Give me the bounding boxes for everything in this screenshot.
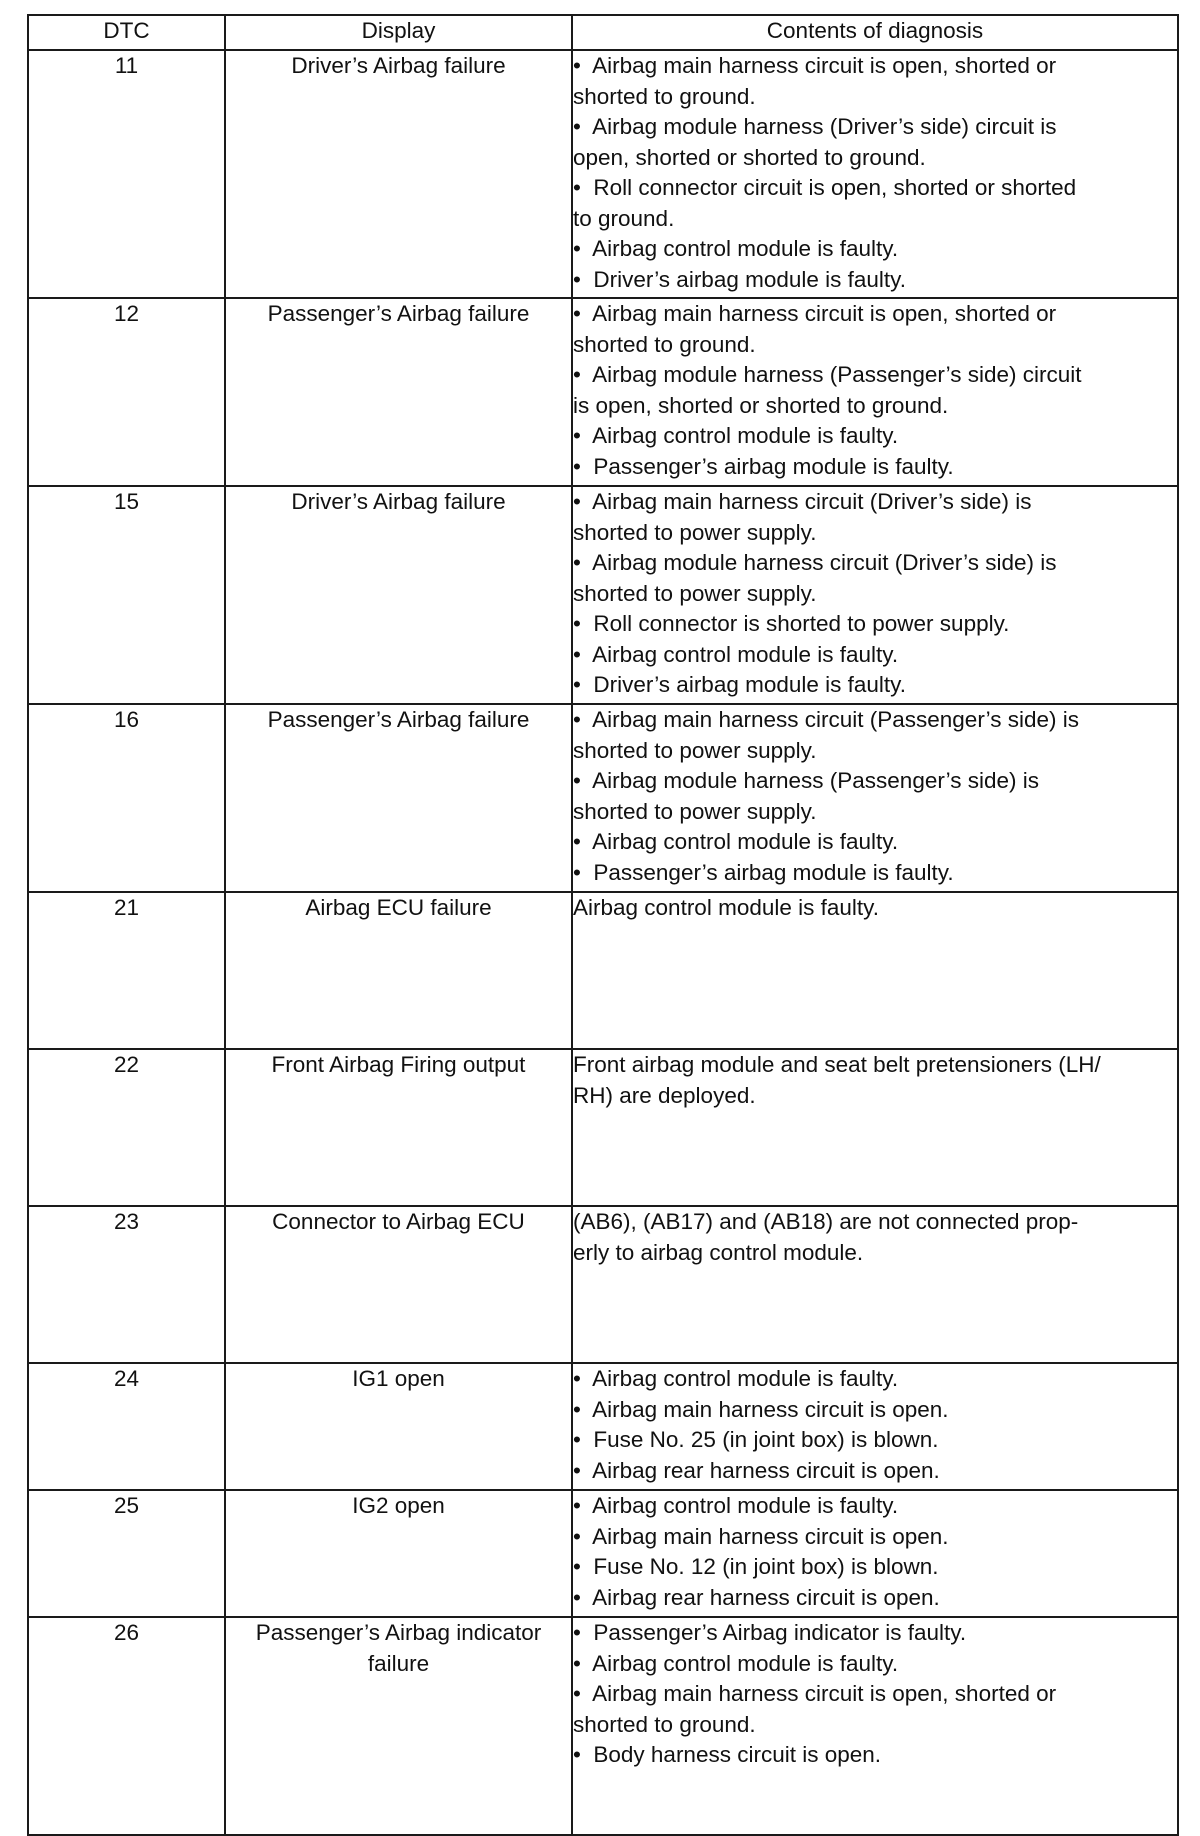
display-text: IG2 open <box>352 1493 445 1518</box>
dtc-code: 23 <box>28 1206 225 1363</box>
table-row <box>28 298 1178 486</box>
display-cell <box>225 1363 572 1490</box>
display-text: Connector to Airbag ECU <box>272 1209 525 1234</box>
display-text: Front Airbag Firing output <box>271 1052 526 1077</box>
diagnosis-line: • Airbag control module is faulty. <box>573 829 899 854</box>
dtc-code: 21 <box>28 892 225 1049</box>
table-row <box>28 704 1178 892</box>
diagnosis-line: • Airbag main harness circuit is open, shorted or <box>573 1681 1057 1706</box>
display-text: IG1 open <box>352 1366 445 1391</box>
header-display: Display <box>225 15 572 50</box>
display-cell <box>225 1206 572 1363</box>
diagnosis-line: • Airbag main harness circuit is open, shorted or <box>573 301 1057 326</box>
display-cell <box>225 1617 572 1835</box>
diagnosis-contents <box>572 298 1178 486</box>
diagnosis-contents <box>572 1490 1178 1617</box>
diagnosis-line: shorted to power supply. <box>573 580 817 606</box>
display-text: failure <box>367 1650 430 1676</box>
diagnosis-line: • Airbag module harness (Driver’s side) circuit is <box>573 114 1057 139</box>
diagnosis-line: • Airbag control module is faulty. <box>573 1366 899 1391</box>
dtc-code: 12 <box>28 298 225 486</box>
display-cell <box>225 298 572 486</box>
diagnosis-line: is open, shorted or shorted to ground. <box>573 392 949 418</box>
diagnosis-line: • Body harness circuit is open. <box>573 1742 882 1767</box>
dtc-code: 22 <box>28 1049 225 1206</box>
header-dtc: DTC <box>28 15 225 50</box>
table-header-row <box>28 15 1178 50</box>
dtc-table <box>27 14 1179 1836</box>
table-body <box>28 50 1178 1835</box>
diagnosis-line: • Passenger’s airbag module is faulty. <box>573 453 954 479</box>
diagnosis-line: RH) are deployed. <box>573 1082 756 1108</box>
diagnosis-contents <box>572 1617 1178 1835</box>
diagnosis-line: erly to airbag control module. <box>573 1239 864 1265</box>
dtc-code: 11 <box>28 50 225 298</box>
diagnosis-contents <box>572 1206 1178 1363</box>
diagnosis-line: • Airbag main harness circuit is open. <box>573 1396 949 1422</box>
diagnosis-line: • Airbag control module is faulty. <box>573 236 899 261</box>
diagnosis-line: Airbag control module is faulty. <box>573 895 879 920</box>
diagnosis-line: shorted to power supply. <box>573 519 817 545</box>
table-row <box>28 50 1178 298</box>
diagnosis-line: • Airbag control module is faulty. <box>573 1493 899 1518</box>
header-contents: Contents of diagnosis <box>572 15 1178 50</box>
diagnosis-line: • Airbag module harness circuit (Driver’s side) is <box>573 550 1057 575</box>
dtc-code: 25 <box>28 1490 225 1617</box>
table-row <box>28 1490 1178 1617</box>
table-row <box>28 486 1178 704</box>
diagnosis-line: • Roll connector circuit is open, shorted or shorted <box>573 175 1077 200</box>
display-cell <box>225 50 572 298</box>
display-cell <box>225 704 572 892</box>
diagnosis-contents <box>572 1363 1178 1490</box>
diagnosis-line: (AB6), (AB17) and (AB18) are not connected prop- <box>573 1209 1079 1234</box>
diagnosis-line: shorted to power supply. <box>573 737 817 763</box>
diagnosis-line: • Airbag control module is faulty. <box>573 423 899 448</box>
diagnosis-line: • Airbag module harness (Passenger’s side) is <box>573 768 1040 793</box>
diagnosis-line: shorted to ground. <box>573 83 756 109</box>
diagnosis-contents <box>572 486 1178 704</box>
display-cell <box>225 1490 572 1617</box>
diagnosis-contents <box>572 1049 1178 1206</box>
table-row <box>28 1617 1178 1835</box>
table-row <box>28 1049 1178 1206</box>
diagnosis-contents <box>572 892 1178 1049</box>
diagnosis-line: shorted to ground. <box>573 331 756 357</box>
diagnosis-contents <box>572 50 1178 298</box>
table-row <box>28 1363 1178 1490</box>
dtc-code: 15 <box>28 486 225 704</box>
diagnosis-line: • Driver’s airbag module is faulty. <box>573 266 907 292</box>
diagnosis-line: • Airbag control module is faulty. <box>573 641 899 667</box>
display-text: Driver’s Airbag failure <box>291 53 506 78</box>
display-text: Passenger’s Airbag failure <box>267 707 530 732</box>
diagnosis-line: • Airbag control module is faulty. <box>573 1650 899 1676</box>
diagnosis-line: open, shorted or shorted to ground. <box>573 144 926 170</box>
dtc-code: 24 <box>28 1363 225 1490</box>
diagnosis-line: to ground. <box>573 205 675 231</box>
diagnosis-line: shorted to ground. <box>573 1711 756 1737</box>
diagnosis-line: • Passenger’s Airbag indicator is faulty. <box>573 1620 967 1645</box>
dtc-code: 16 <box>28 704 225 892</box>
diagnosis-line: Front airbag module and seat belt pretensioners (LH/ <box>573 1052 1101 1077</box>
display-cell <box>225 1049 572 1206</box>
diagnosis-line: • Airbag rear harness circuit is open. <box>573 1584 940 1610</box>
diagnosis-line: • Passenger’s airbag module is faulty. <box>573 859 954 885</box>
diagnosis-line: • Airbag module harness (Passenger’s side) circuit <box>573 362 1082 387</box>
display-text: Driver’s Airbag failure <box>291 489 506 514</box>
table-row <box>28 892 1178 1049</box>
diagnosis-line: • Fuse No. 25 (in joint box) is blown. <box>573 1427 939 1452</box>
diagnosis-contents <box>572 704 1178 892</box>
dtc-code: 26 <box>28 1617 225 1835</box>
display-cell <box>225 892 572 1049</box>
table-row <box>28 1206 1178 1363</box>
display-text: Airbag ECU failure <box>305 895 492 920</box>
diagnosis-line: • Driver’s airbag module is faulty. <box>573 672 907 697</box>
display-text: Passenger’s Airbag indicator <box>255 1620 542 1645</box>
diagnosis-line: • Roll connector is shorted to power supply. <box>573 611 1010 636</box>
display-cell <box>225 486 572 704</box>
diagnosis-line: • Airbag main harness circuit (Passenger’s side) is <box>573 707 1080 732</box>
diagnosis-line: • Airbag main harness circuit (Driver’s side) is <box>573 489 1032 514</box>
diagnosis-line: • Airbag rear harness circuit is open. <box>573 1457 940 1483</box>
diagnosis-line: shorted to power supply. <box>573 798 817 824</box>
diagnosis-line: • Airbag main harness circuit is open, shorted or <box>573 53 1057 78</box>
diagnosis-line: • Airbag main harness circuit is open. <box>573 1523 949 1549</box>
diagnosis-line: • Fuse No. 12 (in joint box) is blown. <box>573 1554 939 1579</box>
display-text: Passenger’s Airbag failure <box>267 301 530 326</box>
